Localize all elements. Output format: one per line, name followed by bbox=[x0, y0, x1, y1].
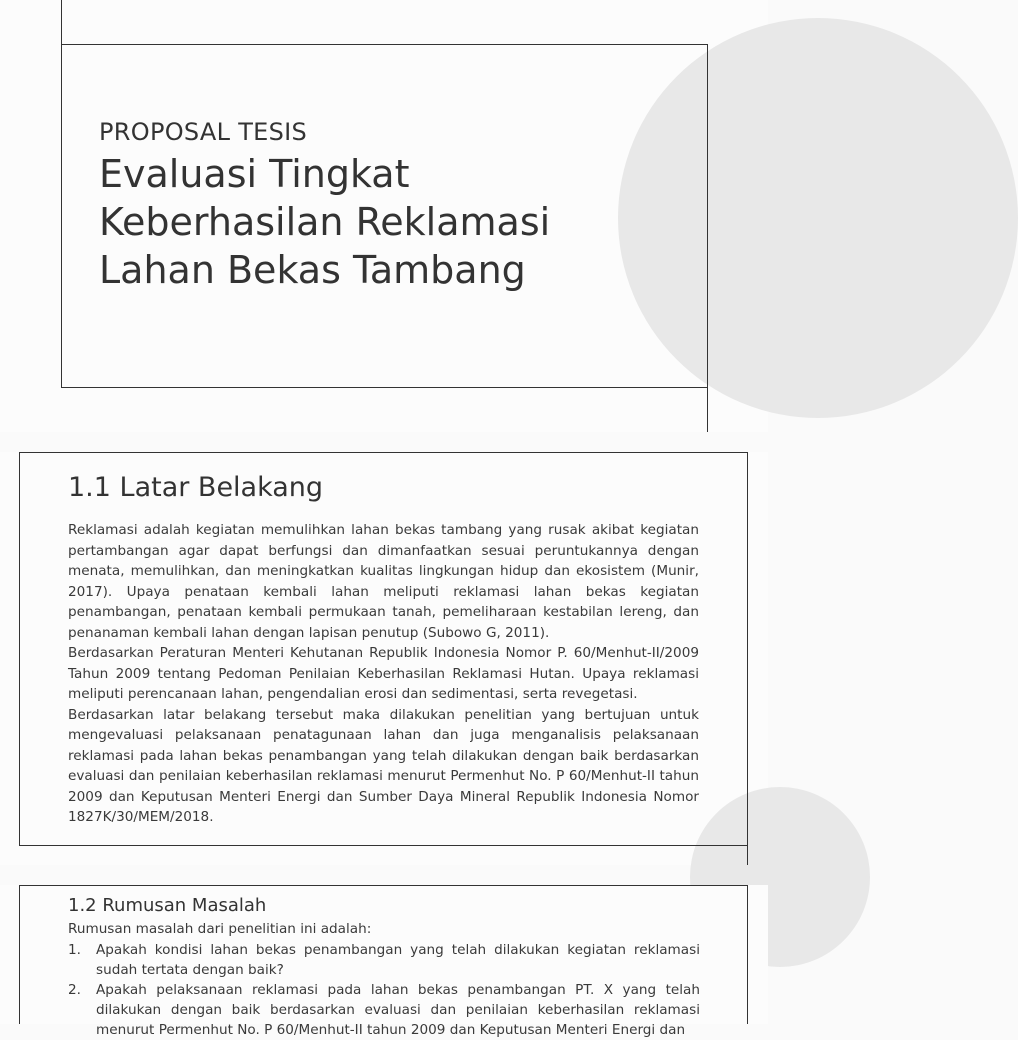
paragraph: Berdasarkan Peraturan Menteri Kehutanan Republik Indonesia Nomor P. 60/Menhut-II/2009 Tahun 2009 tentang Pedoman Penilaian Keberhasilan Reklamasi Hutan. Upaya reklamasi meliputi perencanaan lahan, pengendalian erosi dan sedimentasi, serta revegetasi. bbox=[68, 645, 699, 702]
paragraph: Reklamasi adalah kegiatan memulihkan lahan bekas tambang yang rusak akibat kegiatan pertambangan agar dapat berfungsi dan dimanfaatkan sesuai peruntukannya dengan menata, memulihkan, dan meningkatkan kualitas lingkungan hidup dan ekosistem (Munir, 2017). Upaya penataan kembali lahan meliputi reklamasi lahan bekas kegiatan penambangan, penataan kembali permukaan tanah, pemeliharaan kestabilan lereng, dan penanaman kembali lahan dengan lapisan penutup (Subowo G, 2011). bbox=[68, 522, 699, 641]
cover-subtitle: PROPOSAL TESIS bbox=[99, 118, 308, 146]
list-number: 2. bbox=[68, 982, 81, 998]
frame-line bbox=[61, 0, 62, 45]
cover-slide bbox=[0, 0, 768, 432]
section-heading: 1.2 Rumusan Masalah bbox=[68, 895, 267, 916]
frame-line bbox=[19, 845, 748, 846]
intro-text: Rumusan masalah dari penelitian ini adalah: bbox=[68, 921, 372, 937]
frame-line bbox=[19, 452, 748, 453]
frame-line bbox=[747, 885, 748, 1024]
frame-line bbox=[707, 387, 708, 432]
section-heading: 1.1 Latar Belakang bbox=[68, 472, 324, 503]
list-item bbox=[68, 980, 700, 1040]
list-number: 1. bbox=[68, 942, 81, 958]
list-item-text: Apakah pelaksanaan reklamasi pada lahan bekas penambangan PT. X yang telah dilakukan dengan baik berdasarkan evaluasi dan penilaian keberhasilan reklamasi menurut Permenhut No. P 60/Menhut-II tahun 2009 dan Keputusan Menteri Energi dan bbox=[96, 982, 700, 1038]
cover-title: Evaluasi Tingkat Keberhasilan Reklamasi Lahan Bekas Tambang bbox=[99, 152, 551, 292]
list-item-text: Apakah kondisi lahan bekas penambangan yang telah dilakukan kegiatan reklamasi sudah tertata dengan baik? bbox=[96, 942, 700, 978]
frame-line bbox=[19, 885, 20, 1024]
problem-list bbox=[68, 940, 700, 1040]
list-item bbox=[68, 940, 700, 980]
frame-line bbox=[747, 452, 748, 865]
paragraph: Berdasarkan latar belakang tersebut maka dilakukan penelitian yang bertujuan untuk mengevaluasi pelaksanaan penatagunaan lahan dan juga menganalisis pelaksanaan reklamasi pada lahan bekas penambangan yang telah dilakukan dengan baik berdasarkan evaluasi dan penilaian keberhasilan reklamasi menurut Permenhut No. P 60/Menhut-II tahun 2009 dan Keputusan Menteri Energi dan Sumber Daya Mineral Republik Indonesia Nomor 1827K/30/MEM/2018. bbox=[68, 706, 699, 825]
frame-line bbox=[19, 452, 20, 846]
section-body bbox=[68, 520, 699, 828]
rumusan-masalah-slide bbox=[0, 885, 768, 1038]
frame-line bbox=[19, 885, 748, 886]
latar-belakang-slide bbox=[0, 452, 768, 865]
